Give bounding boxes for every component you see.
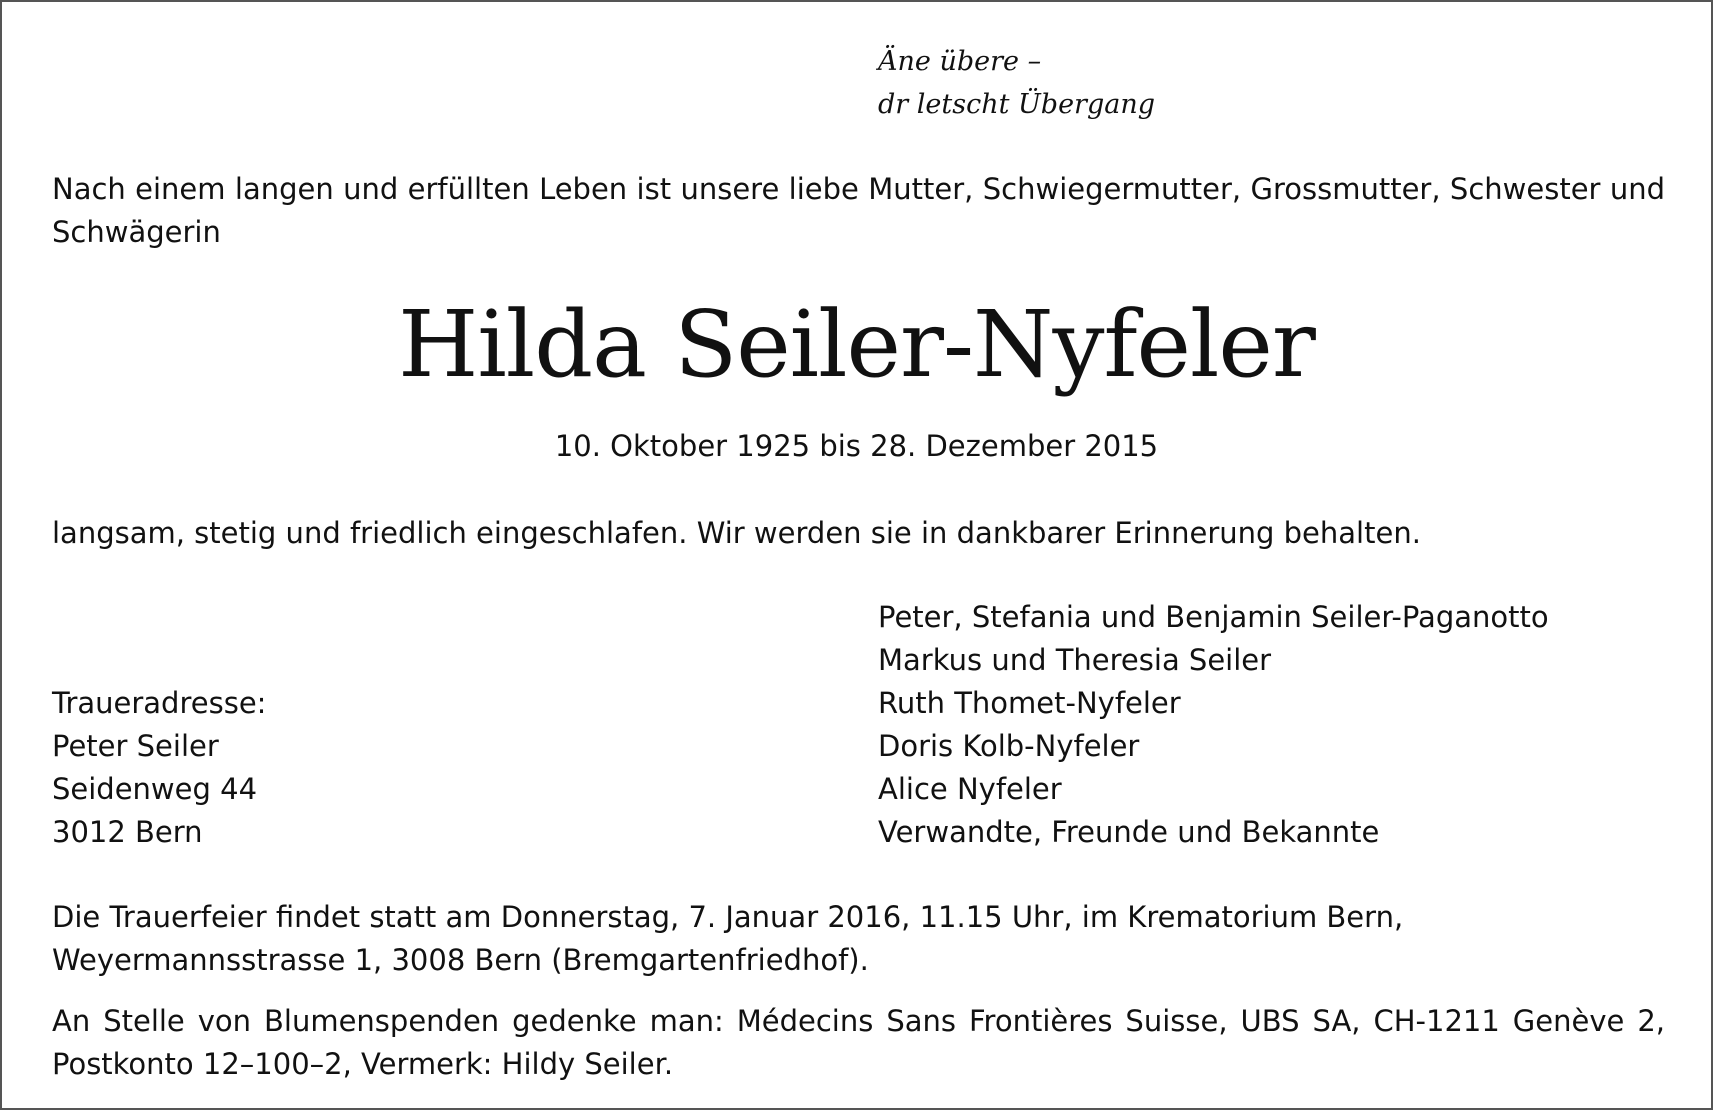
address-line: Peter Seiler xyxy=(52,729,219,763)
mourner-item: Markus und Theresia Seiler xyxy=(878,643,1272,677)
motto-line-1: Äne übere – xyxy=(878,46,1042,77)
address-label: Traueradresse: xyxy=(52,686,267,720)
donation-paragraph: An Stelle von Blumenspenden gedenke man: Médecins Sans Frontières Suisse, UBS SA, CH-1211 Genève 2, Postkonto 12–100–2, Vermerk: Hildy Seiler. xyxy=(52,1004,1665,1081)
ceremony-paragraph: Die Trauerfeier findet statt am Donnerstag, 7. Januar 2016, 11.15 Uhr, im Krematorium Bern, Weyermannsstrasse 1, 3008 Bern (Bremgartenfriedhof). xyxy=(52,900,1404,977)
mourner-item: Verwandte, Freunde und Bekannte xyxy=(878,815,1380,849)
mourner-item: Peter, Stefania und Benjamin Seiler-Paganotto xyxy=(878,600,1549,634)
motto xyxy=(878,40,1155,126)
motto-line-2: dr letscht Übergang xyxy=(878,89,1156,120)
mourner-item: Ruth Thomet-Nyfeler xyxy=(878,686,1181,720)
intro-paragraph: Nach einem langen und erfüllten Leben ist unsere liebe Mutter, Schwiegermutter, Grossmutter, Schwester und Schwägerin xyxy=(52,172,1665,249)
mourner-item: Doris Kolb-Nyfeler xyxy=(878,729,1140,763)
deceased-name: Hilda Seiler-Nyfeler xyxy=(398,291,1315,398)
address-line: Seidenweg 44 xyxy=(52,772,258,806)
address-line: 3012 Bern xyxy=(52,815,203,849)
closing-paragraph: langsam, stetig und friedlich eingeschlafen. Wir werden sie in dankbarer Erinnerung behalten. xyxy=(52,516,1421,550)
mourner-item: Alice Nyfeler xyxy=(878,772,1062,806)
mourning-address xyxy=(52,682,266,854)
life-dates: 10. Oktober 1925 bis 28. Dezember 2015 xyxy=(554,429,1159,463)
mourners-list xyxy=(878,596,1549,854)
